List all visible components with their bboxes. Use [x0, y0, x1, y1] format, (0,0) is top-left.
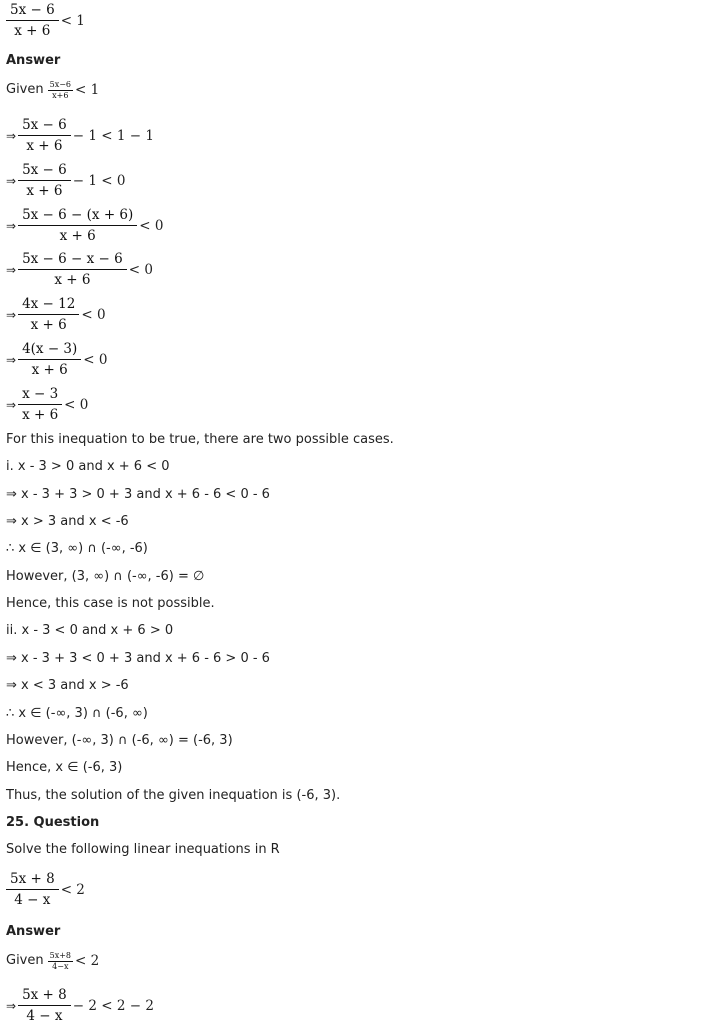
q24-fraction — [6, 2, 59, 39]
step-line — [6, 162, 125, 199]
fraction-numerator: 5x − 6 — [18, 117, 71, 136]
implies-icon: ⇒ — [6, 397, 17, 412]
question-heading: 25. Question — [6, 815, 100, 830]
fraction-numerator: 5x − 6 — [6, 2, 59, 21]
step-fraction — [18, 207, 137, 244]
fraction-numerator: 5x − 6 − x − 6 — [18, 251, 127, 270]
fraction-denominator: x + 6 — [14, 23, 51, 39]
given-label: Given — [6, 82, 44, 97]
text-line: Thus, the solution of the given inequation is (-6, 3). — [6, 788, 341, 803]
step-line — [6, 386, 88, 423]
fraction-numerator: 5x + 8 — [18, 987, 71, 1006]
step-line — [6, 117, 154, 154]
fraction-denominator: x + 6 — [31, 362, 68, 378]
text-line: ii. x - 3 < 0 and x + 6 > 0 — [6, 623, 174, 638]
text-line: For this inequation to be true, there are two possible cases. — [6, 432, 394, 447]
fraction-denominator: 4 − x — [26, 1008, 63, 1024]
given-fraction — [48, 951, 73, 971]
q25-fraction — [6, 871, 59, 908]
fraction-numerator: 5x + 8 — [6, 871, 59, 890]
text-line: However, (-∞, 3) ∩ (-6, ∞) = (-6, 3) — [6, 733, 233, 748]
text-line: Hence, this case is not possible. — [6, 596, 215, 611]
step-line — [6, 296, 106, 333]
inequality-relation: < 2 — [60, 881, 85, 898]
implies-icon: ⇒ — [6, 218, 17, 233]
fraction-denominator: x + 6 — [59, 228, 96, 244]
step-line — [6, 341, 108, 378]
implies-icon: ⇒ — [6, 352, 17, 367]
step-fraction — [18, 117, 71, 154]
inequality-relation: < 2 — [75, 953, 100, 969]
given-fraction — [48, 80, 73, 100]
fraction-numerator: 5x − 6 − (x + 6) — [18, 207, 137, 226]
inequality-relation: − 1 < 0 — [72, 172, 126, 189]
given-label: Given — [6, 953, 44, 968]
text-line: ∴ x ∈ (-∞, 3) ∩ (-6, ∞) — [6, 706, 148, 721]
fraction-numerator: 5x − 6 — [18, 162, 71, 181]
q24-expression — [6, 2, 85, 39]
fraction-numerator: 5x−6 — [49, 80, 72, 89]
implies-icon: ⇒ — [6, 173, 17, 188]
step-fraction — [18, 341, 81, 378]
inequality-relation: < 1 — [75, 82, 100, 98]
fraction-denominator: x + 6 — [30, 317, 67, 333]
text-line: ⇒ x > 3 and x < -6 — [6, 514, 129, 529]
inequality-relation: < 0 — [139, 217, 164, 234]
answer-heading: Answer — [6, 53, 61, 68]
step-fraction — [18, 296, 79, 333]
inequality-relation: < 0 — [83, 351, 108, 368]
text-line: However, (3, ∞) ∩ (-∞, -6) = ∅ — [6, 569, 205, 584]
inequality-relation: < 1 — [60, 12, 85, 29]
q25-expression — [6, 871, 85, 908]
step-fraction — [18, 987, 71, 1024]
step-fraction — [18, 251, 127, 288]
implies-icon: ⇒ — [6, 262, 17, 277]
step-line — [6, 251, 153, 288]
inequality-relation: − 2 < 2 − 2 — [72, 997, 154, 1014]
fraction-numerator: 5x+8 — [49, 951, 72, 960]
implies-icon: ⇒ — [6, 307, 17, 322]
inequality-relation: < 0 — [81, 306, 106, 323]
text-line: i. x - 3 > 0 and x + 6 < 0 — [6, 459, 170, 474]
inequality-relation: < 0 — [128, 261, 153, 278]
question-prompt: Solve the following linear inequations in R — [6, 842, 280, 857]
inequality-relation: < 0 — [64, 396, 89, 413]
inequality-relation: − 1 < 1 − 1 — [72, 127, 154, 144]
step-line — [6, 987, 154, 1024]
fraction-denominator: x+6 — [52, 91, 69, 100]
fraction-numerator: 4(x − 3) — [18, 341, 81, 360]
given-line — [6, 80, 99, 100]
fraction-denominator: x + 6 — [26, 183, 63, 199]
fraction-numerator: x − 3 — [18, 386, 62, 405]
fraction-denominator: x + 6 — [26, 138, 63, 154]
text-line: ⇒ x < 3 and x > -6 — [6, 678, 129, 693]
step-line — [6, 207, 163, 244]
answer-heading: Answer — [6, 924, 61, 939]
text-line: ⇒ x - 3 + 3 > 0 + 3 and x + 6 - 6 < 0 - 6 — [6, 487, 270, 502]
implies-icon: ⇒ — [6, 128, 17, 143]
fraction-denominator: x + 6 — [22, 407, 59, 423]
given-line — [6, 951, 99, 971]
text-line: ⇒ x - 3 + 3 < 0 + 3 and x + 6 - 6 > 0 - 6 — [6, 651, 270, 666]
fraction-denominator: 4−x — [52, 962, 69, 971]
step-fraction — [18, 386, 62, 423]
fraction-denominator: 4 − x — [14, 892, 51, 908]
text-line: ∴ x ∈ (3, ∞) ∩ (-∞, -6) — [6, 541, 148, 556]
fraction-numerator: 4x − 12 — [18, 296, 79, 315]
step-fraction — [18, 162, 71, 199]
implies-icon: ⇒ — [6, 998, 17, 1013]
fraction-denominator: x + 6 — [54, 272, 91, 288]
text-line: Hence, x ∈ (-6, 3) — [6, 760, 123, 775]
